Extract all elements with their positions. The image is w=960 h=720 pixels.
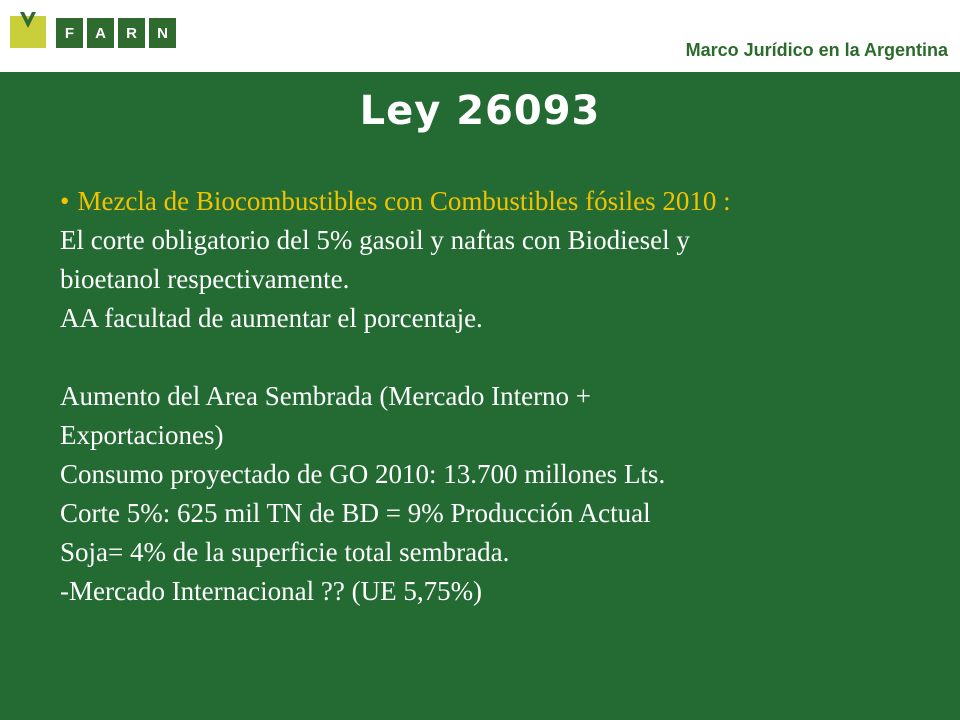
paragraph-spacer [60, 338, 920, 377]
logo-letters [56, 18, 176, 48]
logo-letter-n: N [149, 18, 176, 48]
body-line: AA facultad de aumentar el porcentaje. [60, 303, 483, 333]
header-bar [0, 0, 960, 72]
farn-logo [8, 12, 188, 52]
bullet-text: Mezcla de Biocombustibles con Combustibles fósiles 2010 : [77, 186, 731, 216]
body-line: Soja= 4% de la superficie total sembrada. [60, 537, 510, 567]
slide-title: Ley 26093 [359, 88, 601, 134]
body-line: -Mercado Internacional ?? (UE 5,75%) [60, 576, 483, 606]
body-line: Aumento del Area Sembrada (Mercado Interno + [60, 381, 592, 411]
body-line: bioetanol respectivamente. [60, 264, 350, 294]
body-line: Exportaciones) [60, 420, 224, 450]
body-line: Consumo proyectado de GO 2010: 13.700 millones Lts. [60, 459, 666, 489]
logo-letter-a: A [87, 18, 114, 48]
body-line: Corte 5%: 625 mil TN de BD = 9% Producción Actual [60, 498, 651, 528]
body-line: El corte obligatorio del 5% gasoil y naftas con Biodiesel y [60, 225, 690, 255]
header-title: Marco Jurídico en la Argentina [685, 40, 948, 60]
bullet-item [60, 182, 920, 221]
logo-letter-f: F [56, 18, 83, 48]
bullet-dot-icon: • [60, 186, 70, 216]
logo-checkmark-icon [8, 12, 48, 52]
slide-content [60, 182, 920, 611]
slide-body [0, 72, 960, 720]
logo-letter-r: R [118, 18, 145, 48]
